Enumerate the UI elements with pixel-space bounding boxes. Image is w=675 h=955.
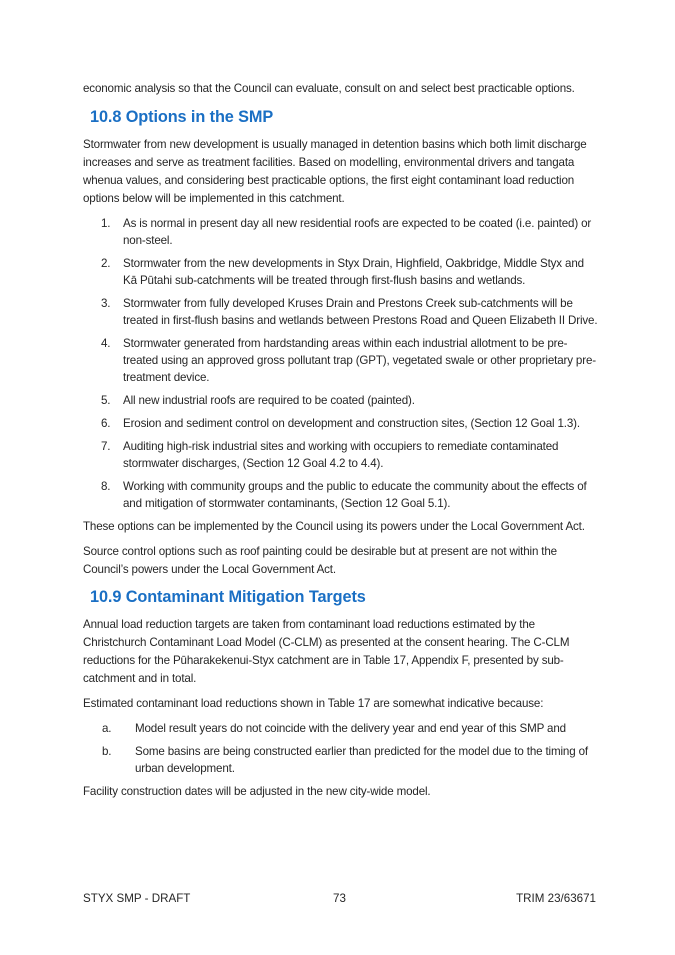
footer-document-label: STYX SMP - DRAFT xyxy=(83,892,191,905)
list-item-text: Erosion and sediment control on development and construction sites, (Section 12 Goal 1.3). xyxy=(123,417,580,430)
list-item-text: Some basins are being constructed earlier than predicted for the model due to the timing of urban development. xyxy=(135,745,588,775)
section-10-9-paragraph-1: Annual load reduction targets are taken from contaminant load reductions estimated by the Christchurch Contaminant Load Model (C-CLM) as presented at the consent hearing. The C-CLM reductions for the Pūharakekenui-Styx catchment are in Table 17, Appendix F, presented by sub-catchment and in total. xyxy=(83,618,570,685)
list-item xyxy=(83,415,598,432)
section-10-9-paragraph-3: Facility construction dates will be adjusted in the new city-wide model. xyxy=(83,785,431,798)
footer-page-number: 73 xyxy=(333,892,346,905)
list-item xyxy=(83,438,598,472)
page-footer xyxy=(83,892,596,908)
options-list xyxy=(83,215,598,512)
list-item-text: As is normal in present day all new residential roofs are expected to be coated (i.e. painted) or non-steel. xyxy=(123,217,592,247)
list-item xyxy=(83,215,598,249)
list-marker: 2. xyxy=(101,257,111,270)
list-marker: 6. xyxy=(101,417,111,430)
list-item-text: Stormwater from the new developments in Styx Drain, Highfield, Oakbridge, Middle Styx and Kā Pūtahi sub-catchments will be treated through first-flush basins and wetlands. xyxy=(123,257,584,287)
list-marker: a. xyxy=(102,722,112,735)
options-implementation-paragraph: These options can be implemented by the Council using its powers under the Local Government Act. xyxy=(83,520,585,533)
list-item-text: Stormwater from fully developed Kruses Drain and Prestons Creek sub-catchments will be treated in first-flush basins and wetlands between Prestons Road and Queen Elizabeth II Drive. xyxy=(123,297,598,327)
list-item-text: Auditing high-risk industrial sites and working with occupiers to remediate contaminated stormwater discharges, (Section 12 Goal 4.2 to 4.4). xyxy=(123,440,559,470)
list-item-text: Working with community groups and the public to educate the community about the effects of and mitigation of stormwater contaminants, (Section 12 Goal 5.1). xyxy=(123,480,587,510)
list-item-text: Stormwater generated from hardstanding areas within each industrial allotment to be pre-treated using an approved gross pollutant trap (GPT), vegetated swale or other proprietary pre-treatment device. xyxy=(123,337,596,384)
list-item xyxy=(83,743,598,777)
list-marker: b. xyxy=(102,745,112,758)
list-marker: 4. xyxy=(101,337,111,350)
list-item xyxy=(83,255,598,289)
reasons-list xyxy=(83,720,598,777)
document-page xyxy=(83,80,598,808)
section-heading-10-8: 10.8 Options in the SMP xyxy=(90,108,274,126)
section-10-9-paragraph-2: Estimated contaminant load reductions shown in Table 17 are somewhat indicative because: xyxy=(83,697,544,710)
list-marker: 5. xyxy=(101,394,111,407)
list-item xyxy=(83,478,598,512)
list-marker: 1. xyxy=(101,217,111,230)
list-item xyxy=(83,335,598,386)
list-marker: 3. xyxy=(101,297,111,310)
section-10-8-paragraph: Stormwater from new development is usually managed in detention basins which both limit discharge increases and serve as treatment facilities. Based on modelling, environmental drivers and tangata whenua values, and considering best practicable options, the first eight contaminant load reduction options below will be implemented in this catchment. xyxy=(83,138,587,205)
section-heading-10-9: 10.9 Contaminant Mitigation Targets xyxy=(90,588,366,606)
list-marker: 7. xyxy=(101,440,111,453)
list-item xyxy=(83,295,598,329)
list-item-text: Model result years do not coincide with the delivery year and end year of this SMP and xyxy=(135,722,566,735)
list-item xyxy=(83,392,598,409)
source-control-paragraph: Source control options such as roof painting could be desirable but at present are not within the Council’s powers under the Local Government Act. xyxy=(83,545,557,576)
list-item xyxy=(83,720,598,737)
list-item-text: All new industrial roofs are required to be coated (painted). xyxy=(123,394,415,407)
list-marker: 8. xyxy=(101,480,111,493)
footer-trim-reference: TRIM 23/63671 xyxy=(516,892,596,905)
intro-continuation-paragraph: economic analysis so that the Council can evaluate, consult on and select best practicable options. xyxy=(83,82,575,95)
